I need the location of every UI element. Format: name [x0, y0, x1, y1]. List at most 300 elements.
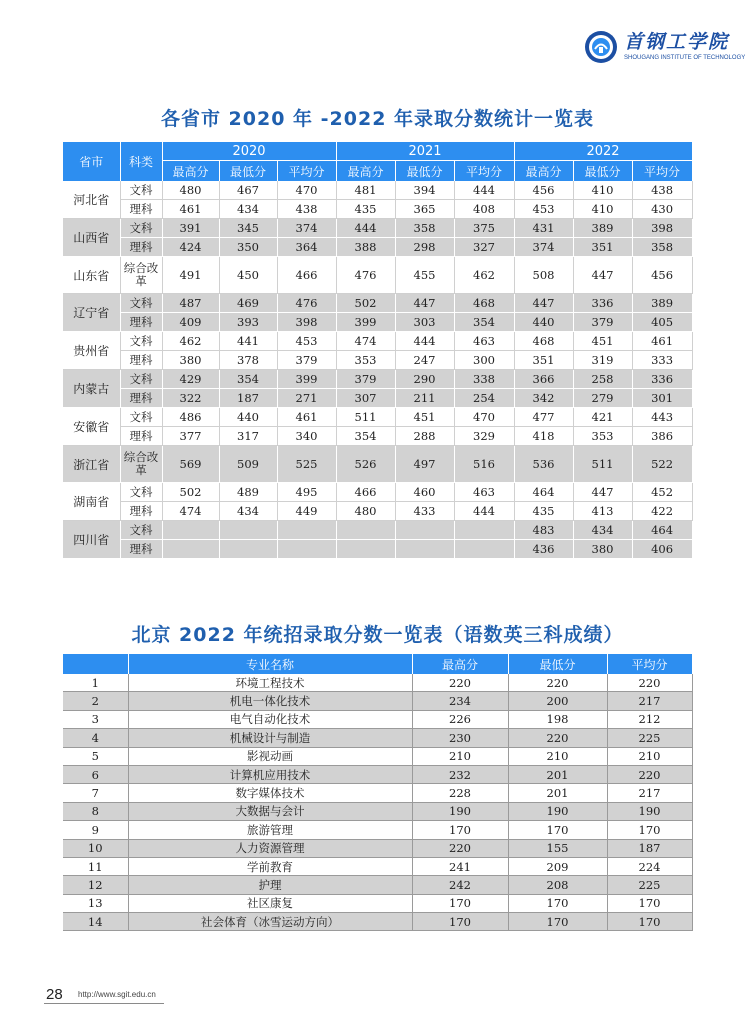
- score-cell: 354: [336, 427, 395, 446]
- major-name-cell: 计算机应用技术: [128, 765, 412, 783]
- score-cell: 386: [632, 427, 692, 446]
- score-cell: 443: [632, 408, 692, 427]
- avg-score-cell: 170: [607, 894, 692, 912]
- score-cell: [454, 521, 514, 540]
- subject-type-cell: 文科: [120, 370, 162, 389]
- province-cell: 安徽省: [63, 408, 120, 446]
- col-header: 专业名称: [128, 654, 412, 674]
- max-score-cell: 210: [412, 747, 508, 765]
- major-name-cell: 数字媒体技术: [128, 784, 412, 802]
- min-score-cell: 198: [508, 710, 607, 728]
- score-cell: 487: [162, 294, 219, 313]
- index-cell: 12: [63, 876, 128, 894]
- school-logo: [584, 30, 745, 64]
- score-cell: 480: [336, 502, 395, 521]
- score-cell: 307: [336, 389, 395, 408]
- score-cell: 467: [219, 181, 277, 200]
- min-score-cell: 220: [508, 729, 607, 747]
- col-header-metric: 最低分: [219, 161, 277, 182]
- score-cell: 433: [395, 502, 454, 521]
- max-score-cell: 241: [412, 857, 508, 875]
- score-cell: 353: [573, 427, 632, 446]
- table-row: [63, 521, 692, 540]
- score-cell: 271: [277, 389, 336, 408]
- table-row: [63, 692, 692, 710]
- subject-type-cell: 文科: [120, 483, 162, 502]
- index-cell: 11: [63, 857, 128, 875]
- col-header-metric: 最高分: [514, 161, 573, 182]
- score-cell: 247: [395, 351, 454, 370]
- col-header-type: 科类: [120, 142, 162, 181]
- subject-type-cell: 文科: [120, 219, 162, 238]
- score-cell: 453: [514, 200, 573, 219]
- score-cell: 438: [632, 181, 692, 200]
- max-score-cell: 230: [412, 729, 508, 747]
- score-cell: 525: [277, 446, 336, 483]
- max-score-cell: 170: [412, 913, 508, 931]
- score-cell: 444: [454, 502, 514, 521]
- score-cell: 434: [219, 200, 277, 219]
- avg-score-cell: 220: [607, 674, 692, 692]
- avg-score-cell: 190: [607, 802, 692, 820]
- subject-type-cell: 文科: [120, 294, 162, 313]
- score-cell: 480: [162, 181, 219, 200]
- table-row: [63, 747, 692, 765]
- score-cell: 451: [395, 408, 454, 427]
- score-cell: 447: [395, 294, 454, 313]
- subject-type-cell: 文科: [120, 332, 162, 351]
- score-cell: 413: [573, 502, 632, 521]
- index-cell: 9: [63, 821, 128, 839]
- subject-type-cell: 理科: [120, 238, 162, 257]
- index-cell: 5: [63, 747, 128, 765]
- min-score-cell: 201: [508, 765, 607, 783]
- min-score-cell: 201: [508, 784, 607, 802]
- index-cell: 6: [63, 765, 128, 783]
- score-cell: 477: [514, 408, 573, 427]
- score-cell: 470: [277, 181, 336, 200]
- score-cell: 410: [573, 200, 632, 219]
- score-cell: 298: [395, 238, 454, 257]
- score-cell: 350: [219, 238, 277, 257]
- score-cell: 444: [454, 181, 514, 200]
- score-cell: 379: [573, 313, 632, 332]
- score-cell: 300: [454, 351, 514, 370]
- score-cell: [336, 540, 395, 559]
- logo-chinese-name: 首钢工学院: [624, 31, 730, 53]
- score-cell: 365: [395, 200, 454, 219]
- score-cell: 333: [632, 351, 692, 370]
- score-cell: 466: [336, 483, 395, 502]
- index-cell: 10: [63, 839, 128, 857]
- score-cell: 351: [573, 238, 632, 257]
- score-cell: 338: [454, 370, 514, 389]
- avg-score-cell: 170: [607, 821, 692, 839]
- avg-score-cell: 225: [607, 729, 692, 747]
- score-cell: 408: [454, 200, 514, 219]
- score-cell: 462: [162, 332, 219, 351]
- score-cell: 463: [454, 332, 514, 351]
- score-cell: 444: [395, 332, 454, 351]
- score-cell: 327: [454, 238, 514, 257]
- score-cell: 421: [573, 408, 632, 427]
- logo-english-name: SHOUGANG INSTITUTE OF TECHNOLOGY: [624, 55, 746, 61]
- min-score-cell: 220: [508, 674, 607, 692]
- table-row: [63, 674, 692, 692]
- subject-type-cell: 文科: [120, 181, 162, 200]
- score-cell: 351: [514, 351, 573, 370]
- score-cell: 258: [573, 370, 632, 389]
- score-cell: 340: [277, 427, 336, 446]
- major-name-cell: 机电一体化技术: [128, 692, 412, 710]
- max-score-cell: 234: [412, 692, 508, 710]
- score-cell: 474: [336, 332, 395, 351]
- index-cell: 14: [63, 913, 128, 931]
- score-cell: 405: [632, 313, 692, 332]
- table-row: [63, 784, 692, 802]
- score-cell: 452: [632, 483, 692, 502]
- score-cell: 377: [162, 427, 219, 446]
- score-cell: 319: [573, 351, 632, 370]
- score-cell: [395, 521, 454, 540]
- avg-score-cell: 217: [607, 784, 692, 802]
- score-cell: 317: [219, 427, 277, 446]
- score-cell: 410: [573, 181, 632, 200]
- subject-type-cell: 理科: [120, 389, 162, 408]
- score-cell: 444: [336, 219, 395, 238]
- table-row: [63, 894, 692, 912]
- score-cell: 409: [162, 313, 219, 332]
- min-score-cell: 170: [508, 913, 607, 931]
- table-row: [63, 802, 692, 820]
- col-header: 平均分: [607, 654, 692, 674]
- table-row: [63, 857, 692, 875]
- score-cell: [277, 540, 336, 559]
- score-cell: 435: [514, 502, 573, 521]
- score-cell: 569: [162, 446, 219, 483]
- table-row: [63, 729, 692, 747]
- avg-score-cell: 170: [607, 913, 692, 931]
- province-cell: 河北省: [63, 181, 120, 219]
- score-cell: 447: [514, 294, 573, 313]
- score-cell: 436: [514, 540, 573, 559]
- subject-type-cell: 理科: [120, 540, 162, 559]
- min-score-cell: 170: [508, 821, 607, 839]
- score-cell: 456: [514, 181, 573, 200]
- table-row: [63, 408, 692, 427]
- score-cell: 399: [336, 313, 395, 332]
- index-cell: 1: [63, 674, 128, 692]
- score-cell: 447: [573, 483, 632, 502]
- score-cell: 470: [454, 408, 514, 427]
- score-cell: 394: [395, 181, 454, 200]
- major-name-cell: 旅游管理: [128, 821, 412, 839]
- min-score-cell: 155: [508, 839, 607, 857]
- score-cell: 463: [454, 483, 514, 502]
- avg-score-cell: 212: [607, 710, 692, 728]
- index-cell: 4: [63, 729, 128, 747]
- score-cell: 366: [514, 370, 573, 389]
- score-cell: 440: [514, 313, 573, 332]
- score-cell: 536: [514, 446, 573, 483]
- table-row: [63, 540, 692, 559]
- subject-type-cell: 理科: [120, 351, 162, 370]
- score-cell: [454, 540, 514, 559]
- score-cell: 354: [454, 313, 514, 332]
- score-cell: 476: [277, 294, 336, 313]
- col-header-index: [63, 654, 128, 674]
- col-header-metric: 最高分: [162, 161, 219, 182]
- table-row: [63, 351, 692, 370]
- province-cell: 山西省: [63, 219, 120, 257]
- avg-score-cell: 225: [607, 876, 692, 894]
- footer-divider: [44, 1003, 164, 1004]
- score-cell: 468: [514, 332, 573, 351]
- table-row: [63, 427, 692, 446]
- score-cell: 329: [454, 427, 514, 446]
- table-row: [63, 332, 692, 351]
- score-cell: 508: [514, 257, 573, 294]
- avg-score-cell: 220: [607, 765, 692, 783]
- school-emblem-icon: [584, 30, 618, 64]
- major-name-cell: 环境工程技术: [128, 674, 412, 692]
- score-cell: 526: [336, 446, 395, 483]
- score-cell: [395, 540, 454, 559]
- score-cell: 336: [573, 294, 632, 313]
- score-cell: 303: [395, 313, 454, 332]
- score-cell: 358: [632, 238, 692, 257]
- table-row: [63, 502, 692, 521]
- score-cell: 380: [162, 351, 219, 370]
- score-cell: 301: [632, 389, 692, 408]
- subject-type-cell: 理科: [120, 502, 162, 521]
- score-cell: 288: [395, 427, 454, 446]
- score-cell: 399: [277, 370, 336, 389]
- score-cell: 456: [632, 257, 692, 294]
- major-name-cell: 护理: [128, 876, 412, 894]
- province-cell: 浙江省: [63, 446, 120, 483]
- score-cell: 502: [162, 483, 219, 502]
- score-cell: 438: [277, 200, 336, 219]
- score-cell: 388: [336, 238, 395, 257]
- score-cell: 511: [573, 446, 632, 483]
- score-cell: 364: [277, 238, 336, 257]
- score-cell: 424: [162, 238, 219, 257]
- max-score-cell: 190: [412, 802, 508, 820]
- score-cell: 374: [277, 219, 336, 238]
- major-name-cell: 人力资源管理: [128, 839, 412, 857]
- score-cell: 430: [632, 200, 692, 219]
- col-header-metric: 最低分: [395, 161, 454, 182]
- score-cell: 389: [632, 294, 692, 313]
- score-cell: 440: [219, 408, 277, 427]
- score-cell: [219, 540, 277, 559]
- score-cell: 495: [277, 483, 336, 502]
- max-score-cell: 170: [412, 821, 508, 839]
- score-cell: 429: [162, 370, 219, 389]
- score-cell: 398: [277, 313, 336, 332]
- table1-title: 各省市 2020 年 -2022 年录取分数统计一览表: [160, 108, 595, 130]
- col-header-metric: 平均分: [632, 161, 692, 182]
- avg-score-cell: 210: [607, 747, 692, 765]
- score-cell: 211: [395, 389, 454, 408]
- major-name-cell: 影视动画: [128, 747, 412, 765]
- table-row: [63, 219, 692, 238]
- avg-score-cell: 217: [607, 692, 692, 710]
- score-cell: [336, 521, 395, 540]
- score-cell: 491: [162, 257, 219, 294]
- min-score-cell: 190: [508, 802, 607, 820]
- score-cell: [162, 521, 219, 540]
- major-name-cell: 社区康复: [128, 894, 412, 912]
- index-cell: 7: [63, 784, 128, 802]
- table-row: [63, 238, 692, 257]
- max-score-cell: 220: [412, 839, 508, 857]
- score-cell: 460: [395, 483, 454, 502]
- subject-type-cell: 理科: [120, 427, 162, 446]
- table-row: [63, 913, 692, 931]
- major-name-cell: 社会体育（冰雪运动方向）: [128, 913, 412, 931]
- table-row: [63, 446, 692, 483]
- score-cell: 345: [219, 219, 277, 238]
- province-cell: 辽宁省: [63, 294, 120, 332]
- col-header-metric: 最高分: [336, 161, 395, 182]
- score-cell: 461: [277, 408, 336, 427]
- score-cell: 516: [454, 446, 514, 483]
- score-cell: 354: [219, 370, 277, 389]
- score-cell: [277, 521, 336, 540]
- header-row-years: [63, 142, 692, 161]
- table-row: [63, 389, 692, 408]
- score-cell: 187: [219, 389, 277, 408]
- province-cell: 内蒙古: [63, 370, 120, 408]
- score-cell: 434: [573, 521, 632, 540]
- max-score-cell: 242: [412, 876, 508, 894]
- score-cell: 441: [219, 332, 277, 351]
- score-cell: [162, 540, 219, 559]
- table2-title: 北京 2022 年统招录取分数一览表（语数英三科成绩）: [131, 624, 624, 646]
- subject-type-cell: 理科: [120, 200, 162, 219]
- score-cell: 375: [454, 219, 514, 238]
- score-cell: 453: [277, 332, 336, 351]
- major-name-cell: 大数据与会计: [128, 802, 412, 820]
- col-header-year: 2021: [336, 142, 514, 161]
- index-cell: 13: [63, 894, 128, 912]
- score-cell: 469: [219, 294, 277, 313]
- max-score-cell: 228: [412, 784, 508, 802]
- score-cell: 374: [514, 238, 573, 257]
- min-score-cell: 210: [508, 747, 607, 765]
- col-header-metric: 最低分: [573, 161, 632, 182]
- max-score-cell: 232: [412, 765, 508, 783]
- score-cell: 476: [336, 257, 395, 294]
- score-cell: 486: [162, 408, 219, 427]
- score-cell: 389: [573, 219, 632, 238]
- score-cell: 522: [632, 446, 692, 483]
- score-cell: 434: [219, 502, 277, 521]
- subject-type-cell: 理科: [120, 313, 162, 332]
- subject-type-cell: 综合改革: [120, 446, 162, 483]
- min-score-cell: 209: [508, 857, 607, 875]
- score-cell: 502: [336, 294, 395, 313]
- website-url[interactable]: http://www.sgit.edu.cn: [78, 990, 156, 999]
- score-cell: 464: [632, 521, 692, 540]
- table-row: [63, 200, 692, 219]
- score-cell: 393: [219, 313, 277, 332]
- col-header-year: 2020: [162, 142, 336, 161]
- max-score-cell: 170: [412, 894, 508, 912]
- score-cell: 474: [162, 502, 219, 521]
- table-row: [63, 821, 692, 839]
- score-cell: 380: [573, 540, 632, 559]
- score-cell: 489: [219, 483, 277, 502]
- subject-type-cell: 综合改革: [120, 257, 162, 294]
- score-cell: 398: [632, 219, 692, 238]
- score-cell: 378: [219, 351, 277, 370]
- table-row: [63, 710, 692, 728]
- score-cell: 358: [395, 219, 454, 238]
- col-header-metric: 平均分: [277, 161, 336, 182]
- col-header: 最低分: [508, 654, 607, 674]
- major-name-cell: 电气自动化技术: [128, 710, 412, 728]
- avg-score-cell: 224: [607, 857, 692, 875]
- header-row: [63, 654, 692, 674]
- score-cell: 254: [454, 389, 514, 408]
- score-cell: 418: [514, 427, 573, 446]
- score-cell: 379: [336, 370, 395, 389]
- score-cell: 449: [277, 502, 336, 521]
- provincial-scores-table: [63, 142, 693, 559]
- page-number: 28: [46, 986, 63, 1003]
- table-row: [63, 313, 692, 332]
- index-cell: 3: [63, 710, 128, 728]
- score-cell: 336: [632, 370, 692, 389]
- table-row: [63, 765, 692, 783]
- score-cell: 462: [454, 257, 514, 294]
- subject-type-cell: 文科: [120, 408, 162, 427]
- score-cell: [219, 521, 277, 540]
- province-cell: 湖南省: [63, 483, 120, 521]
- table-row: [63, 294, 692, 313]
- score-cell: 406: [632, 540, 692, 559]
- score-cell: 466: [277, 257, 336, 294]
- major-name-cell: 学前教育: [128, 857, 412, 875]
- table-row: [63, 876, 692, 894]
- score-cell: 279: [573, 389, 632, 408]
- table-row: [63, 181, 692, 200]
- min-score-cell: 170: [508, 894, 607, 912]
- score-cell: 511: [336, 408, 395, 427]
- province-cell: 山东省: [63, 257, 120, 294]
- score-cell: 509: [219, 446, 277, 483]
- score-cell: 451: [573, 332, 632, 351]
- score-cell: 379: [277, 351, 336, 370]
- index-cell: 2: [63, 692, 128, 710]
- score-cell: 422: [632, 502, 692, 521]
- score-cell: 464: [514, 483, 573, 502]
- score-cell: 461: [162, 200, 219, 219]
- score-cell: 322: [162, 389, 219, 408]
- beijing-scores-table: [63, 654, 693, 931]
- score-cell: 455: [395, 257, 454, 294]
- score-cell: 391: [162, 219, 219, 238]
- score-cell: 483: [514, 521, 573, 540]
- col-header-province: 省市: [63, 142, 120, 181]
- col-header: 最高分: [412, 654, 508, 674]
- score-cell: 431: [514, 219, 573, 238]
- score-cell: 497: [395, 446, 454, 483]
- score-cell: 447: [573, 257, 632, 294]
